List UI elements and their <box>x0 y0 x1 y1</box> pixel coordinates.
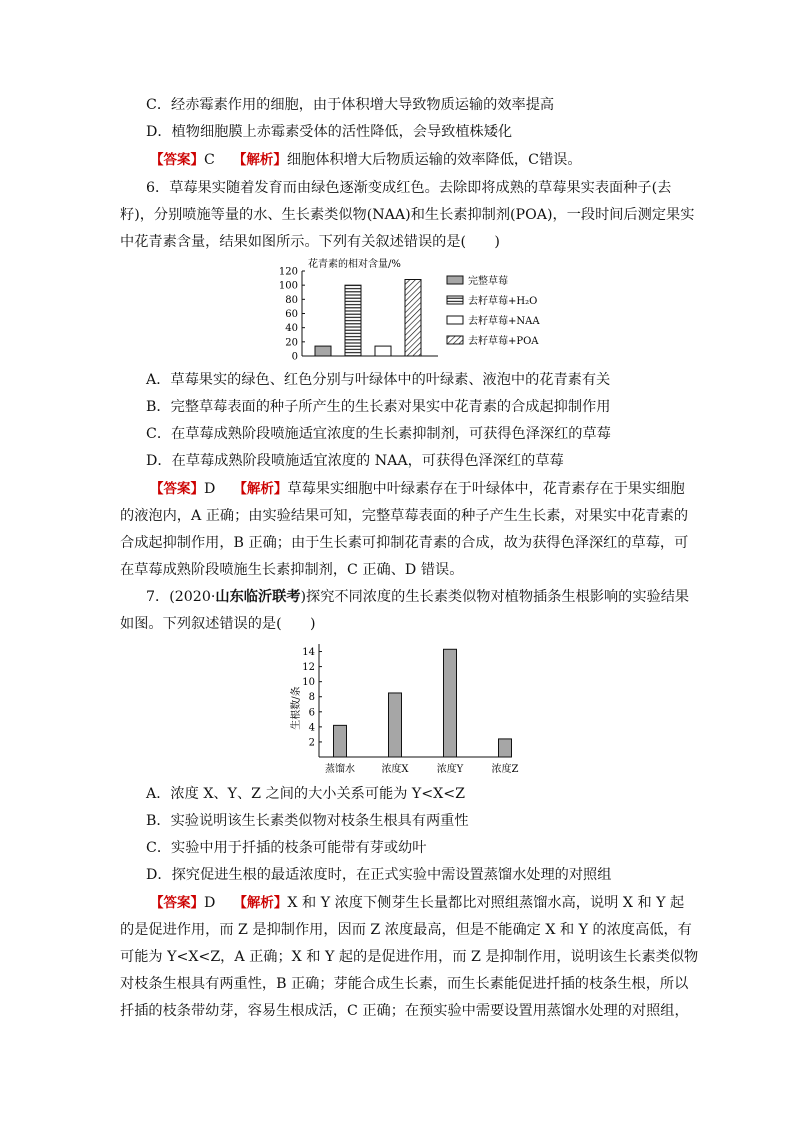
rooting-bar-chart <box>285 640 525 780</box>
answer-tag: 【答案】 <box>150 152 204 168</box>
chart1-legend-label: 去籽草莓+H₂O <box>468 296 538 307</box>
chart1-legend-label: 去籽草莓+POA <box>468 336 539 347</box>
chart1-legend-swatch <box>447 336 463 344</box>
chart1-bar <box>315 346 331 356</box>
q6-analysis-line-2: 的液泡内，A 正确；由实验结果可知，完整草莓表面的种子产生生长素，对果实中花青素的 <box>120 508 689 524</box>
chart2-x-tick-label: 蒸馏水 <box>325 764 355 775</box>
q7-analysis-line-3: 可能为 Y<X<Z，A 正确；X 和 Y 起的是促进作用，而 Z 是抑制作用，说明该生长素类似物 <box>120 949 699 965</box>
chart1-y-tick-label: 20 <box>285 337 298 349</box>
chart1-y-tick-label: 80 <box>285 294 298 306</box>
chart2-x-tick-label: 浓度X <box>381 764 409 775</box>
answer-value: C <box>204 152 215 168</box>
answer-value: D <box>204 895 216 911</box>
chart1-bar <box>405 280 421 357</box>
chart1-legend-swatch <box>447 316 463 324</box>
q6-answer-line <box>150 479 685 499</box>
chart1-legend-label: 完整草莓 <box>468 276 508 287</box>
q5-answer-line <box>150 150 582 170</box>
q7-stem-line-2: 如图。下列叙述错误的是( ) <box>120 616 316 632</box>
chart1-y-axis-label: 花青素的相对含量/% <box>308 259 401 270</box>
q7-stem-rest: )探究不同浓度的生长素类似物对植物插条生根影响的实验结果 <box>300 589 690 605</box>
chart1-legend-label: 去籽草莓+NAA <box>468 316 540 327</box>
chart2-y-tick-label: 12 <box>302 662 315 674</box>
chart1-legend-swatch <box>447 276 463 284</box>
q7-option-c: C．实验中用于扦插的枝条可能带有芽或幼叶 <box>146 840 427 856</box>
chart2-y-tick-label: 8 <box>308 692 315 704</box>
chart2-y-tick-label: 6 <box>308 707 315 719</box>
chart2-bar <box>389 693 402 757</box>
chart2-bar <box>499 739 512 757</box>
q7-option-d: D．探究促进生根的最适浓度时，在正式实验中需设置蒸馏水处理的对照组 <box>146 867 612 883</box>
q6-stem-line-3: 中花青素含量，结果如图所示。下列有关叙述错误的是( ) <box>120 234 500 250</box>
analysis-text: 草莓果实细胞中叶绿素存在于叶绿体中，花青素存在于果实细胞 <box>287 481 685 497</box>
chart2-x-tick-label: 浓度Z <box>491 764 519 775</box>
analysis-text: 细胞体积增大后物质运输的效率降低，C错误。 <box>286 152 582 168</box>
answer-value: D <box>204 481 216 497</box>
q7-answer-line <box>150 893 684 913</box>
q6-option-a: A．草莓果实的绿色、红色分别与叶绿体中的叶绿素、液泡中的花青素有关 <box>146 372 611 388</box>
q6-stem-line-2: 籽)，分别喷施等量的水、生长素类似物(NAA)和生长素抑制剂(POA)，一段时间后测定果实 <box>120 207 695 223</box>
q6-analysis-line-4: 在草莓成熟阶段喷施生长素抑制剂，C 正确、D 错误。 <box>120 562 464 578</box>
analysis-text: X 和 Y 浓度下侧芽生长量都比对照组蒸馏水高，说明 X 和 Y 起 <box>287 895 685 911</box>
answer-tag: 【答案】 <box>150 895 204 911</box>
chart2-y-tick-label: 4 <box>308 722 315 734</box>
q7-option-b: B．实验说明该生长素类似物对枝条生根具有两重性 <box>146 813 469 829</box>
answer-tag: 【答案】 <box>150 481 204 497</box>
chart1-bar <box>375 346 391 356</box>
chart1-y-tick-label: 40 <box>285 323 298 335</box>
chart2-y-tick-label: 2 <box>308 737 315 749</box>
anthocyanin-bar-chart <box>270 255 560 367</box>
chart2-y-tick-label: 10 <box>302 677 315 689</box>
q7-analysis-line-2: 的是促进作用，而 Z 是抑制作用，因而 Z 浓度最高，但是不能确定 X 和 Y 的浓度高低，有 <box>120 922 692 938</box>
chart2-x-tick-label: 浓度Y <box>436 764 464 775</box>
q5-option-d: D．植物细胞膜上赤霉素受体的活性降低，会导致植株矮化 <box>146 124 513 140</box>
q7-analysis-line-4: 对枝条生根具有两重性，B 正确；芽能合成生长素，而生长素能促进扦插的枝条生根，所以 <box>120 976 689 992</box>
chart2-y-tick-label: 14 <box>302 647 315 659</box>
chart1-y-tick-label: 60 <box>285 309 298 320</box>
chart1-y-tick-label: 100 <box>278 280 298 292</box>
chart2-bar <box>334 725 347 757</box>
analysis-tag: 【解析】 <box>232 152 287 168</box>
q7-analysis-line-5: 扦插的枝条带幼芽，容易生根成活，C 正确；在预实验中需要设置用蒸馏水处理的对照组， <box>120 1003 689 1019</box>
chart1-y-tick-label: 0 <box>291 351 298 363</box>
chart1-bar <box>345 285 361 356</box>
q6-option-c: C．在草莓成熟阶段喷施适宜浓度的生长素抑制剂，可获得色泽深红的草莓 <box>146 426 611 442</box>
q6-option-d: D．在草莓成熟阶段喷施适宜浓度的 NAA，可获得色泽深红的草莓 <box>146 453 564 469</box>
q7-option-a: A．浓度 X、Y、Z 之间的大小关系可能为 Y<X<Z <box>146 786 466 802</box>
analysis-tag: 【解析】 <box>233 481 288 497</box>
chart1-legend-swatch <box>447 296 463 304</box>
q7-stem-line-1 <box>146 587 689 607</box>
q6-stem-line-1: 6．草莓果实随着发育而由绿色逐渐变成红色。去除即将成熟的草莓果实表面种子(去 <box>146 180 672 196</box>
q7-source: 山东临沂联考 <box>215 589 301 605</box>
analysis-tag: 【解析】 <box>233 895 288 911</box>
chart2-y-axis-label: 生根数/条 <box>291 686 302 730</box>
q5-option-c: C．经赤霉素作用的细胞，由于体积增大导致物质运输的效率提高 <box>146 97 555 113</box>
q7-stem-prefix: 7．(2020· <box>146 589 216 605</box>
chart1-y-tick-label: 120 <box>278 266 298 278</box>
q6-option-b: B．完整草莓表面的种子所产生的生长素对果实中花青素的合成起抑制作用 <box>146 399 611 415</box>
q6-analysis-line-3: 合成起抑制作用，B 正确；由于生长素可抑制花青素的合成，故为获得色泽深红的草莓，可 <box>120 535 689 551</box>
chart2-bar <box>444 649 457 757</box>
